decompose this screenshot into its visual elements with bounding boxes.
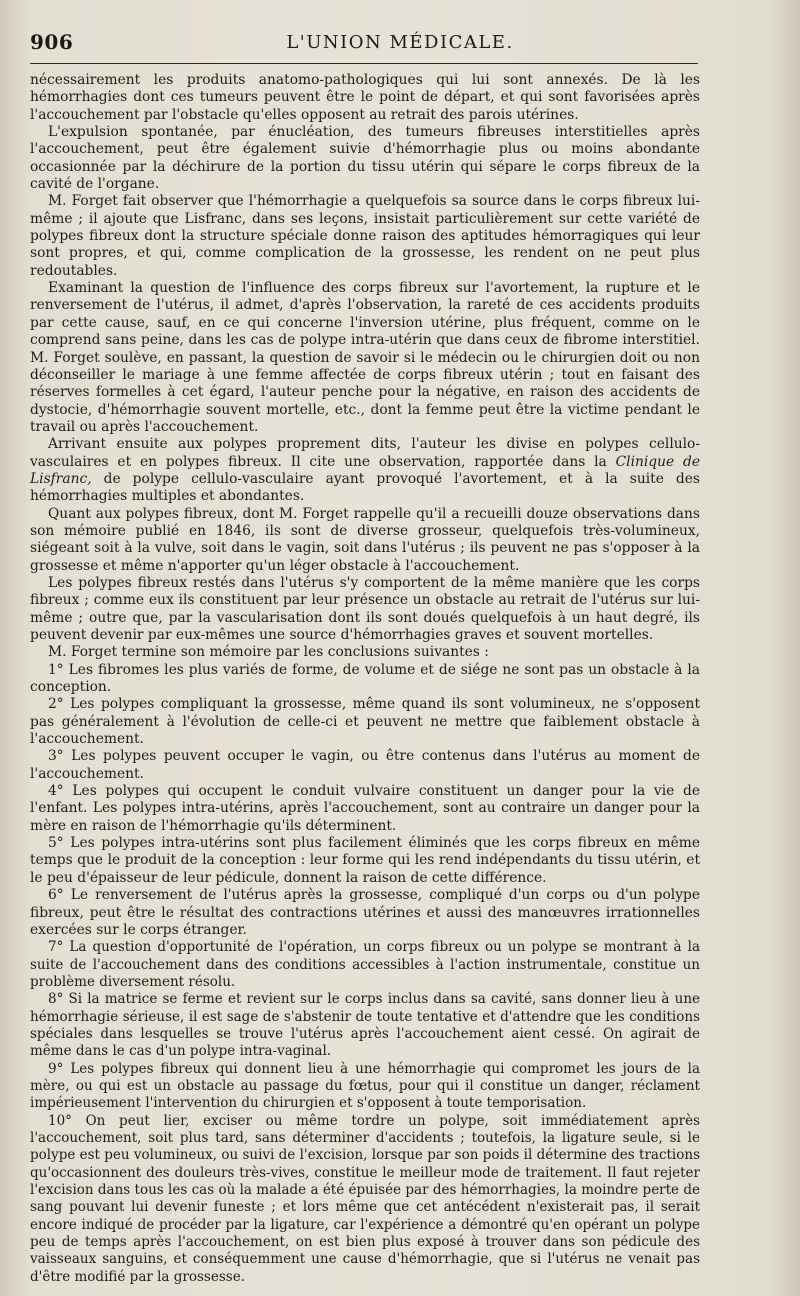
conclusion-item: 5° Les polypes intra-utérins sont plus facilement éliminés que les corps fibreux en même temps que le produit de la conception : leur forme qui les rend indépendants du tissu utérin, et le peu d'épaisseur de leur pédicule, donnent la raison de cette différence.	[30, 835, 700, 886]
header-rule	[30, 63, 698, 64]
citation-title: Clinique de Lisfranc,	[30, 453, 700, 487]
conclusion-item: 3° Les polypes peuvent occuper le vagin, ou être contenus dans l'utérus au moment de l'accouchement.	[30, 748, 700, 782]
page-header	[30, 30, 770, 56]
paragraph: M. Forget termine son mémoire par les conclusions suivantes :	[48, 644, 489, 661]
paragraph: Examinant la question de l'influence des corps fibreux sur l'avortement, la rupture et le renversement de l'utérus, il admet, d'après l'observation, la rareté de ces accidents produits par cette cause, sauf, en ce qui concerne l'inversion utérine, plus fréquent, comme on le comprend sans peine, dans les cas de polype intra-utérin que dans ceux de fibrome interstitiel. M. Forget soulève, en passant, la question de savoir si le médecin ou le chirurgien doit ou non déconseiller le mariage à une femme affectée de corps fibreux utérin ; tout en faisant des réserves formelles à cet égard, l'auteur penche pour la négative, en raison des accidents de dystocie, d'hémorrhagie souvent mortelle, etc., dont la femme peut être la victime pendant le travail ou après l'accouchement.	[30, 280, 700, 435]
conclusion-item: 2° Les polypes compliquant la grossesse, même quand ils sont volumineux, ne s'opposent pas généralement à l'évolution de celle-ci et peuvent ne mettre que faiblement obstacle à l'accouchement.	[30, 696, 700, 748]
paragraph: nécessairement les produits anatomo-pathologiques qui lui sont annexés. De là les hémorrhagies dont ces tumeurs peuvent être le point de départ, et qui sont favorisées après l'accouchement par l'obstacle qu'elles opposent au retrait des parois utérines.	[30, 72, 700, 123]
conclusion-item: 6° Le renversement de l'utérus après la grossesse, compliqué d'un corps ou d'un polype fibreux, peut être le résultat des contractions utérines et aussi des manœuvres irrationnelles exercées sur le corps étranger.	[30, 887, 700, 938]
conclusion-item: 10° On peut lier, exciser ou même tordre un polype, soit immédiatement après l'accouchement, soit plus tard, sans déterminer d'accidents ; toutefois, la ligature seule, si le polype est peu volumineux, ou suivi de l'excision, lorsque par son poids il détermine des tractions qu'occasionnent des douleurs très-vives, constitue le meilleur mode de traitement. Il faut rejeter l'excision dans tous les cas où la malade a été épuisée par des hémorrhagies, la moindre perte de sang pouvant lui devenir funeste ; et lors même que cet antécédent n'existerait pas, il serait encore indiqué de procéder par la ligature, car l'expérience a démontré qu'en opérant un polype peu de temps après l'accouchement, on est bien plus exposé à trouver dans son pédicule des vaisseaux sanguins, et conséquemment une cause d'hémorrhagie, que si l'utérus ne venait pas d'être modifié par la grossesse.	[30, 1112, 700, 1285]
paragraph: M. Forget fait observer que l'hémorrhagie a quelquefois sa source dans le corps fibreux lui-même ; il ajoute que Lisfranc, dans ses leçons, insistait particulièrement sur cette variété de polypes fibreux dont la structure spéciale donne raison des aptitudes hémorragiques qui leur sont propres, et qui, comme complication de la grossesse, les rendent on ne peut plus redoutables.	[30, 193, 700, 279]
paragraph: Les polypes fibreux restés dans l'utérus s'y comportent de la même manière que les corps fibreux ; comme eux ils constituent par leur présence un obstacle au retrait de l'utérus sur lui-même ; outre que, par la vascularisation dont ils sont doués quelquefois à un haut degré, ils peuvent devenir par eux-mêmes une source d'hémorrhagies graves et souvent mortelles.	[30, 574, 700, 643]
conclusion-item: 4° Les polypes qui occupent le conduit vulvaire constituent un danger pour la vie de l'enfant. Les polypes intra-utérins, après l'accouchement, sont au contraire un danger pour la mère en raison de l'hémorrhagie qu'ils déterminent.	[30, 783, 700, 834]
paragraph-text: Arrivant ensuite aux polypes proprement dits, l'auteur les divise en polypes cellulo-vasculaires et en polypes fibreux. Il cite une observation, rapportée dans la	[30, 436, 700, 470]
conclusion-item: 9° Les polypes fibreux qui donnent lieu à une hémorrhagie qui compromet les jours de la mère, ou qui est un obstacle au passage du fœtus, pour qui il constitue un danger, réclament impérieusement l'intervention du chirurgien et s'opposent à toute temporisation.	[30, 1060, 700, 1112]
article-body	[30, 72, 700, 1286]
page-number: 906	[30, 30, 74, 54]
conclusion-item: 7° La question d'opportunité de l'opération, un corps fibreux ou un polype se montrant à la suite de l'accouchement dans des conditions accessibles à l'action instrumentale, constitue un problème diversement résolu.	[30, 939, 700, 990]
paragraph-with-citation	[30, 436, 700, 505]
paragraph: L'expulsion spontanée, par énucléation, des tumeurs fibreuses interstitielles après l'accouchement, peut être également suivie d'hémorrhagie plus ou moins abondante occasionnée par la déchirure de la portion du tissu utérin qui sépare le corps fibreux de la cavité de l'organe.	[30, 124, 700, 193]
conclusion-item: 8° Si la matrice se ferme et revient sur le corps inclus dans sa cavité, sans donner lieu à une hémorrhagie sérieuse, il est sage de s'abstenir de toute tentative et d'attendre que les conditions spéciales dans lesquelles se trouve l'utérus après l'accouchement aient cessé. On agirait de même dans le cas d'un polype intra-vaginal.	[30, 991, 700, 1060]
conclusion-item: 1° Les fibromes les plus variés de forme, de volume et de siége ne sont pas un obstacle à la conception.	[30, 661, 700, 696]
running-title: L'UNION MÉDICALE.	[286, 32, 514, 53]
paragraph: Quant aux polypes fibreux, dont M. Forget rappelle qu'il a recueilli douze observations dans son mémoire publié en 1846, ils sont de diverse grosseur, quelquefois très-volumineux, siégeant soit à la vulve, soit dans le vagin, soit dans l'utérus ; ils peuvent ne pas s'opposer à la grossesse et même n'apporter qu'un léger obstacle à l'accouchement.	[30, 505, 700, 574]
paragraph-text: de polype cellulo-vasculaire ayant provoqué l'avortement, et à la suite des hémorrhagies multiples et abondantes.	[30, 470, 700, 505]
